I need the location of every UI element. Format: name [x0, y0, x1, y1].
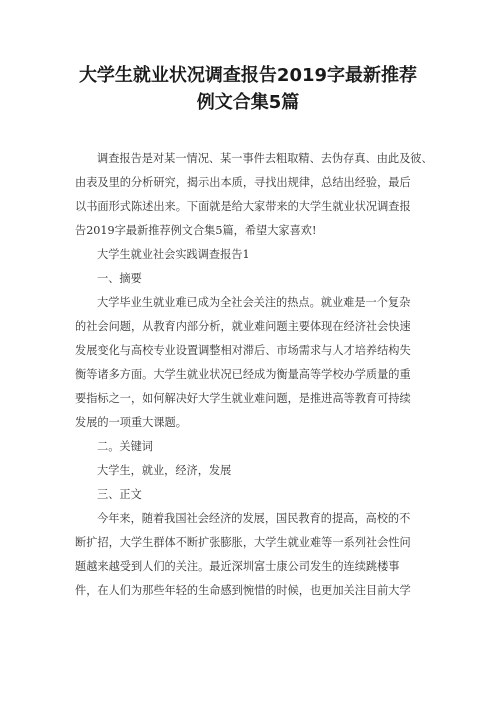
abstract-line-1: 大学毕业生就业难已成为全社会关注的热点。就业难是一个复杂 [97, 296, 411, 309]
body-line-1: 今年来，随着我国社会经济的发展，国民教育的提高，高校的不 [97, 512, 411, 525]
abstract-line-2: 的社会问题，从教育内部分析，就业难问题主要体现在经济社会快速 [75, 320, 411, 333]
body-line-3: 题越来越受到人们的关注。最近深圳富士康公司发生的连续跳楼事 [75, 560, 400, 573]
intro-line-2: 由表及里的分析研究，揭示出本质，寻找出规律，总结出经验，最后 [75, 176, 411, 189]
keywords-text: 大学生，就业，经济，发展 [97, 464, 232, 477]
section-heading-abstract: 一、摘要 [97, 272, 142, 285]
abstract-line-5: 要指标之一，如何解决好大学生就业难问题，是推进高等教育可持续 [75, 392, 411, 405]
abstract-line-3: 发展变化与高校专业设置调整相对滞后、市场需求与人才培养结构失 [75, 344, 411, 357]
document-title-line-2: 例文合集5篇 [196, 92, 300, 113]
document-title-line-1: 大学生就业状况调查报告2019字最新推荐 [78, 65, 418, 86]
intro-line-3: 以书面形式陈述出来。下面就是给大家带来的大学生就业状况调查报 [75, 200, 411, 213]
abstract-line-4: 衡等诸多方面。大学生就业状况已经成为衡量高等学校办学质量的重 [75, 368, 411, 381]
body-line-2: 断扩招，大学生群体不断扩张膨胀，大学生就业难等一系列社会性问 [75, 536, 411, 549]
section-heading-keywords: 二。关键词 [97, 440, 153, 453]
section-heading-body: 三、正文 [97, 488, 142, 501]
abstract-line-6: 发展的一项重大课题。 [75, 416, 187, 429]
report-heading: 大学生就业社会实践调查报告1 [97, 248, 250, 261]
body-line-4: 件，在人们为那些年轻的生命感到惋惜的时候，也更加关注目前大学 [75, 584, 411, 597]
intro-line-1: 调查报告是对某一情况、某一事件去粗取精、去伪存真、由此及彼、 [97, 152, 433, 165]
intro-line-4: 告2019字最新推荐例文合集5篇，希望大家喜欢! [75, 224, 317, 237]
